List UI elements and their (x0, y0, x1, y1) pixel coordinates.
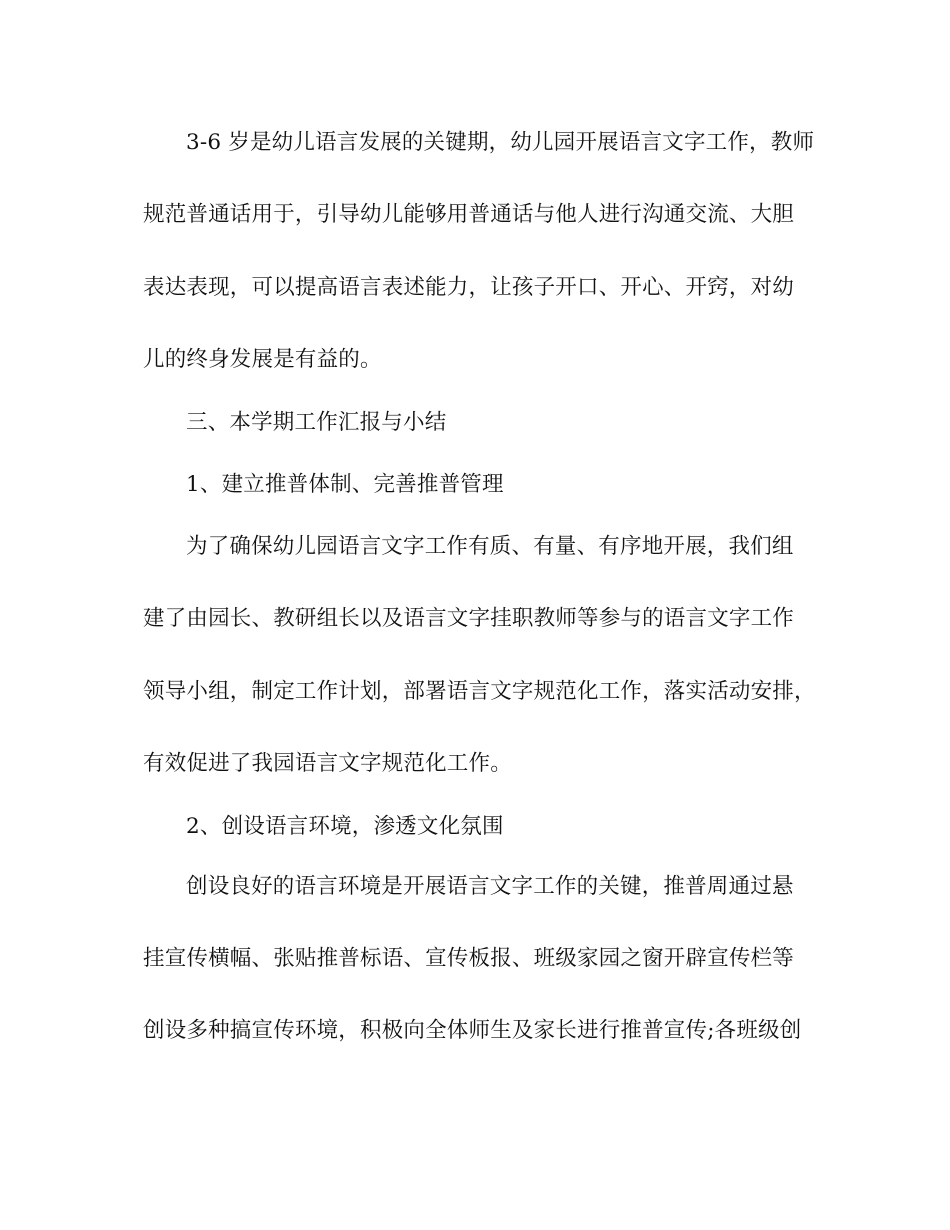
paragraph-line: 创设良好的语言环境是开展语言文字工作的关键，推普周通过悬 (186, 874, 794, 899)
paragraph-line: 挂宣传横幅、张贴推普标语、宣传板报、班级家园之窗开辟宣传栏等 (143, 946, 795, 971)
paragraph-line: 3-6 岁是幼儿语言发展的关键期，幼儿园开展语言文字工作，教师 (186, 130, 815, 155)
paragraph-line: 建了由园长、教研组长以及语言文字挂职教师等参与的语言文字工作 (143, 606, 795, 631)
paragraph-line: 为了确保幼儿园语言文字工作有质、有量、有序地开展，我们组 (186, 534, 794, 559)
section-heading: 三、本学期工作汇报与小结 (186, 410, 447, 435)
paragraph-line: 创设多种搞宣传环境，积极向全体师生及家长进行推普宣传;各班级创 (143, 1018, 802, 1043)
paragraph-line: 规范普通话用于，引导幼儿能够用普通话与他人进行沟通交流、大胆 (143, 202, 795, 227)
subsection-heading: 1、建立推普体制、完善推普管理 (186, 472, 504, 497)
subsection-heading: 2、创设语言环境，渗透文化氛围 (186, 814, 504, 839)
paragraph-line: 儿的终身发展是有益的。 (143, 347, 382, 372)
paragraph-line: 有效促进了我园语言文字规范化工作。 (143, 751, 512, 776)
paragraph-line: 表达表现，可以提高语言表述能力，让孩子开口、开心、开窍，对幼 (143, 275, 795, 300)
paragraph-line: 领导小组，制定工作计划，部署语言文字规范化工作，落实活动安排， (143, 679, 816, 704)
